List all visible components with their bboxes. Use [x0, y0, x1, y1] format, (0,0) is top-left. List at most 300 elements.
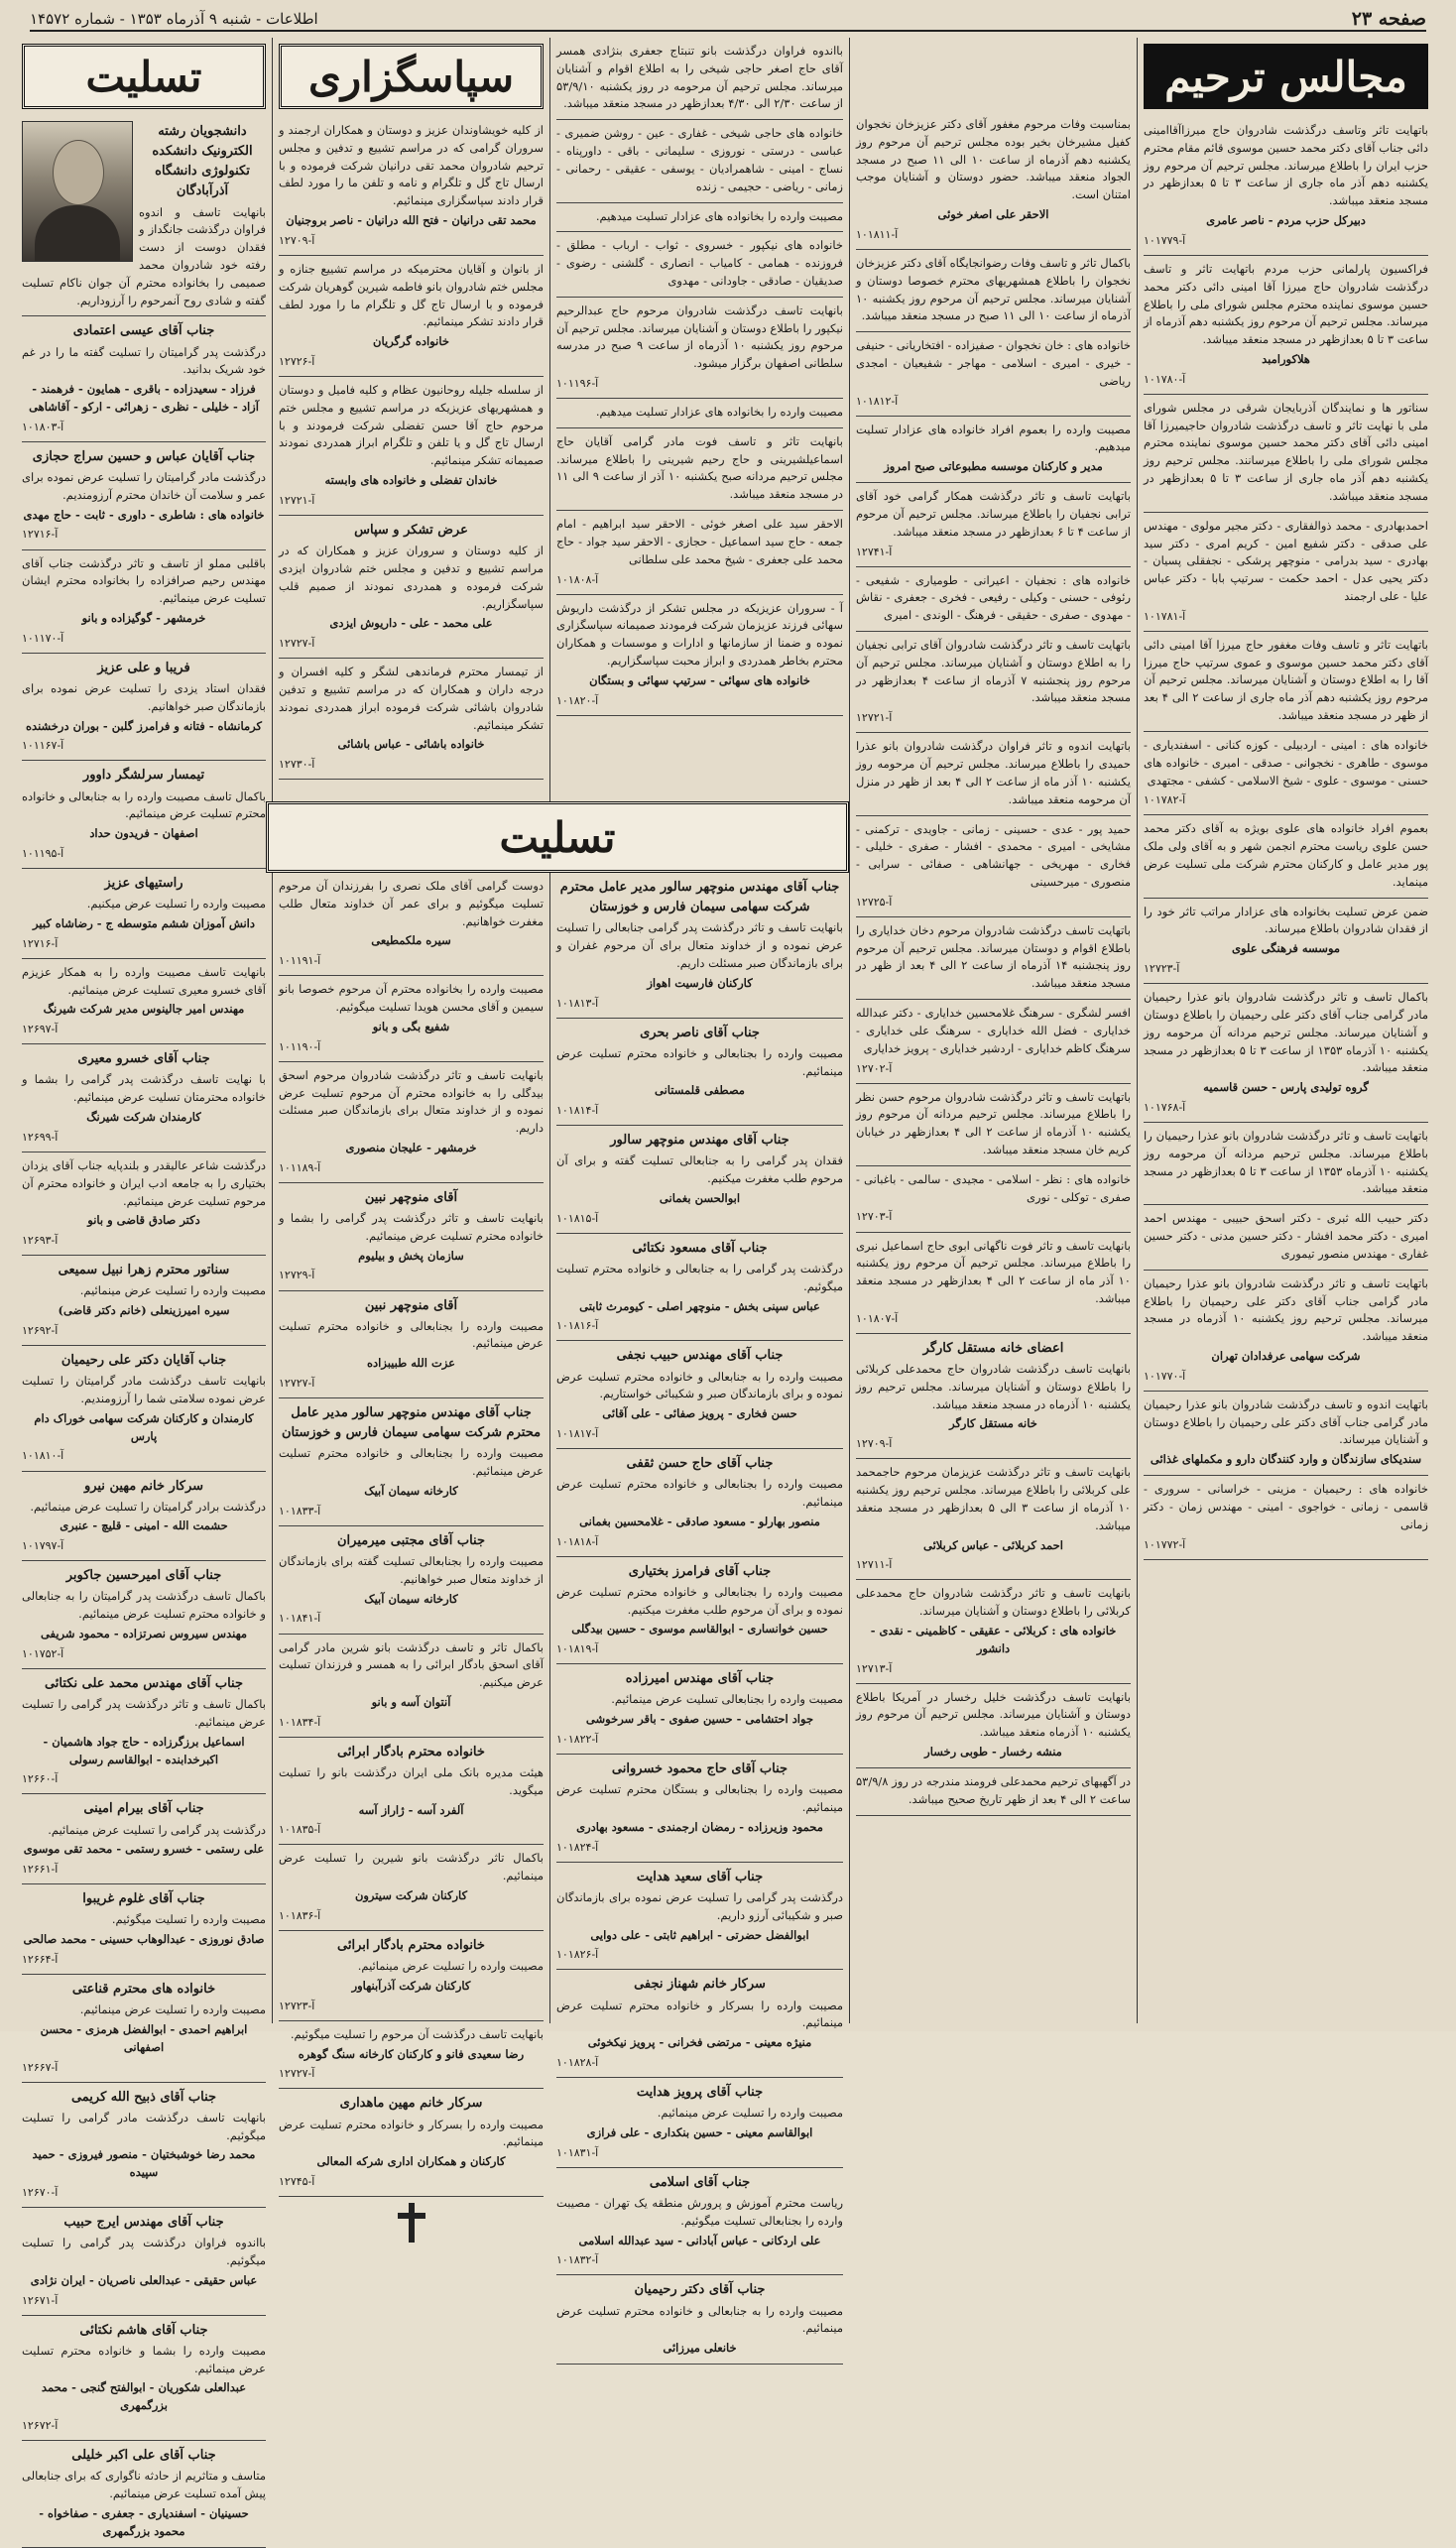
- notice-body: بااندوه فراوان درگذشت پدر گرامی را تسلیت میگوئیم.: [22, 2236, 266, 2268]
- notice-code: آ-۱۰۱۸۳۳: [279, 1504, 321, 1517]
- notice: [1144, 513, 1428, 632]
- notice-code: آ-۱۰۱۸۰۸: [556, 572, 599, 586]
- notice-title: جناب آقای ذبیح الله کریمی: [70, 2089, 217, 2105]
- notice-body: بانهایت تاسف درگذشت آن مرحوم را تسلیت میگوئیم.: [290, 2026, 544, 2041]
- notice-body: باتهایت تاسف درگذشت شادروان مرحوم دخان خدایاری را باطلاع اقوام و دوستان میرساند. مجلس ترحیم آن مرحوم روز پنجشنبه ۱۴ آذرماه از ساعت ۲ الی ۴ بعد از ظهر در مسجد منعقد میباشد.: [856, 922, 1131, 991]
- notice-signature: خانواده باشائی - عباس باشائی: [337, 737, 485, 752]
- notice-code: آ-۱۰۱۸۱۵: [556, 1211, 599, 1225]
- notice-signature: منشه رخسار - طوبی رخسار: [924, 1745, 1062, 1759]
- notice: [279, 1635, 544, 1738]
- notice-code: آ-۱۲۷۱۱: [856, 1558, 893, 1572]
- notice: [279, 1845, 544, 1930]
- notice-body: خانواده های : خان نخجوان - صفیزاده - افتخاریانی - حنیفی - خیری - امیری - اسلامی - مهاجر - شفیعیان - امجدی ریاضی: [856, 338, 1131, 388]
- notice-title: جناب آقای اسلامی: [649, 2174, 751, 2190]
- notice-code: آ-۱۰۱۱۹۶: [556, 377, 599, 390]
- notice: [22, 2441, 266, 2547]
- notice-code: آ-۱۲۶۹۷: [22, 1023, 59, 1036]
- notice-body: مصیبت وارده را به جنابعالی و خانواده محترم تسلیت عرض مینمائیم.: [556, 2303, 843, 2336]
- notice: [856, 1768, 1131, 1816]
- notice: [556, 399, 843, 428]
- notice-code: آ-۱۲۷۴۱: [856, 545, 893, 558]
- notice-code: آ-۱۲۶۷۲: [22, 2419, 59, 2433]
- notice-signature: جواد احتشامی - حسین صفوی - باقر سرخوشی: [585, 1712, 814, 1727]
- notice-body: مصیبت وارده را بجنابعالی و بستگان محترم تسلیت عرض مینمائیم.: [556, 1782, 843, 1815]
- notice-code: آ-۱۲۷۲۳: [1144, 962, 1180, 976]
- notice-title: راستیهای عزیز: [104, 876, 183, 892]
- notice-title: جناب آقای عیسی اعتمادی: [72, 323, 215, 339]
- banner-tasliat-wide: تسلیت: [266, 801, 849, 873]
- notice: [1144, 984, 1428, 1123]
- notice-body: بانهایت تاسف درگذشت مادر گرامیتان را تسلیت عرض نموده سلامتی شما را آرزومندیم.: [22, 1374, 266, 1406]
- notice: [556, 1341, 843, 1449]
- notice: [279, 1291, 544, 1399]
- banner-majales: مجالس ترحیم: [1144, 44, 1428, 109]
- notice: [22, 2083, 266, 2208]
- notice-body: باکمال تاسف درگذشت پدر گرامیتان را به جنابعالی و خانواده محترم تسلیت عرض مینمائیم.: [22, 1589, 266, 1622]
- notice-code: آ-۱۰۱۸۱۶: [556, 1319, 599, 1333]
- notice-code: آ-۱۲۶۷۱: [22, 2293, 59, 2307]
- notice-body: مصیبت وارده را بشما و خانواده محترم تسلیت عرض مینمائیم.: [22, 2343, 266, 2375]
- notice-body: ضمن عرض تسلیت بخانواده های عزادار مراتب تاثر خود را از فقدان شادروان باطلاع میرساند.: [1144, 904, 1428, 936]
- notice: [22, 2316, 266, 2441]
- notice-signature: کارکنان فارسیت اهواز: [647, 975, 753, 990]
- banner-tasliat: تسلیت: [22, 44, 266, 109]
- notice: [22, 1794, 266, 1884]
- notice-body: دکتر حبیب الله ثبری - دکتر اسحق حبیبی - مهندس احمد امیری - دکتر محمد افشار - دکتر حسین مدنی - دکتر حسین غفاری - مهندس منصور تیموری: [1144, 1211, 1428, 1261]
- notice-signature: کارخانه سیمان آبیک: [364, 1484, 458, 1499]
- notice-signature: خرمشهر - گوگیزاده و بانو: [81, 610, 206, 625]
- notice-title: جناب آقای امیرحسین جاکوبر: [65, 1568, 222, 1584]
- notice-title: جناب آقای غلوم غریبوا: [82, 1891, 205, 1907]
- portrait-photo: [22, 121, 133, 262]
- notice: [556, 873, 843, 1019]
- notice-title: خانواده محترم بادگار ابرائی: [337, 1937, 485, 1953]
- notice-code: آ-۱۲۷۱۶: [22, 936, 59, 950]
- notice-signature: سازمان پخش و بیلیوم: [358, 1248, 464, 1263]
- notice-body: بانهایت تاسف و اندوه فراوان درگذشت جانگداز و فقدان دوست از دست رفته خود شادروان محمد صمیمی را بخانواده محترم آن جوان ناکام تسلیت گفته و شادی روح آنمرحوم را آرزوداریم.: [22, 204, 266, 307]
- notice-code: آ-۱۰۱۷۷۲: [1144, 1537, 1186, 1551]
- notice-title: جناب آقای مهندس محمد علی نکتائی: [44, 1675, 244, 1691]
- notice: [1144, 117, 1428, 256]
- notice: [1144, 1205, 1428, 1270]
- notice: [279, 256, 544, 377]
- notice-body: بانهایت تاسف درگذشت شادروان مرحوم حاج عبدالرحیم نیکپور را باطلاع دوستان و آشنایان میرساند. مجلس ترحیم آن مرحوم روز یکشنبه ۱۰ آذرماه از ساعت ۹ صبح در مدرسه سلطانی اصفهان برگزار میشود.: [556, 303, 844, 371]
- notice-body: مصیبت وارده را تسلیت میگوئیم.: [111, 1912, 266, 1927]
- notice-code: آ-۱۲۷۲۵: [856, 895, 893, 909]
- notice-code: آ-۱۲۷۲۱: [856, 711, 893, 725]
- notice-signature: کارخانه سیمان آبیک: [364, 1591, 458, 1606]
- notice-code: آ-۱۲۷۳۰: [279, 758, 315, 772]
- notice: [556, 1664, 843, 1755]
- column-3-notices: [556, 38, 843, 716]
- notice: [1144, 1123, 1428, 1205]
- notice-signature: حسینیان - اسفندیاری - جعفری - صفاخواه - محمود بزرگمهری: [39, 2505, 249, 2538]
- notice-body: باکمال تاثر درگذشت بانو شیرین را تسلیت عرض مینمائیم.: [279, 1851, 544, 1883]
- notice: [856, 917, 1131, 1000]
- notice-body: باتهایت تاثر وتاسف درگذشت شادروان حاج میرزاآقاامینی دائی جناب آقای دکتر محمد حسین موسوی قائم مقام محترم حزب ایران را باطلاع میرساند. مجلس ترحیم آن مرحوم روز یکشنبه دهم آذر ماه جاری از ساعت ۳ تا ۵ بعدازظهر در مسجد منعقد میباشد.: [1144, 123, 1428, 208]
- notice: [1144, 1476, 1428, 1559]
- notice-signature: علی رستمی - خسرو رستمی - محمد تقی موسوی: [23, 1842, 265, 1857]
- notice-body: درگذشت پدر گرامی را به جنابعالی و خانواده محترم تسلیت میگوئیم.: [556, 1261, 843, 1293]
- notice-title: جناب آقای ناصر بحری: [640, 1025, 760, 1040]
- notice-body: باکمال تاثر و تاسف وفات رضوانجایگاه آقای دکتر عزیزخان نخجوان را باطلاع همشهریهای محترم خصوصا دوستان و آشنایان میرساند. مجلس ترحیم آن مرحوم روز یکشنبه ۱۰ آذرماه از ساعت ۱۰ الی ۱۱ صبح در مسجد منعقد میباشد.: [856, 255, 1131, 323]
- notice-code: آ-۱۰۱۱۸۹: [279, 1160, 321, 1174]
- notice: [1144, 899, 1428, 984]
- notice-signature: عباس حقیقی - عبدالعلی ناصریان - ایران نژادی: [30, 2272, 258, 2287]
- notice-title: آقای منوچهر نبین: [364, 1297, 458, 1313]
- notice: [22, 1975, 266, 2083]
- notice-body: باتهایت تاسف و تاثر درگذشت شادروان آقای ترابی نجفیان را به اطلاع دوستان و آشنایان میرساند. مجلس ترحیم آن مرحوم روز پنجشنبه ۷ آذرماه از ساعت ۴ بعدازظهر در مسجد منعقد میباشد.: [856, 638, 1131, 705]
- notice-code: آ-۱۰۱۸۰۷: [856, 1311, 899, 1325]
- notice-code: آ-۱۲۶۹۹: [22, 1130, 59, 1144]
- notice-code: آ-۱۲۷۰۳: [856, 1210, 893, 1224]
- notice-body: بانهایت تاسف و تاثر درگذشت پدر گرامی جنابعالی را تسلیت عرض نموده و از خداوند متعال برای آن مرحوم غفران و برای بازماندگان صبر مسئلت داریم.: [556, 920, 843, 970]
- notice-title: عرض تشکر و سپاس: [354, 522, 468, 538]
- notice-title: جناب آقای علی اکبر خلیلی: [71, 2448, 216, 2464]
- notice-signature: دکتر صادق قاضی و بانو: [87, 1213, 200, 1228]
- notice: [856, 111, 1131, 250]
- notice: [556, 120, 843, 202]
- notice: [279, 2021, 544, 2090]
- notice: [279, 2089, 544, 2197]
- notice-body: با نهایت تاسف درگذشت پدر گرامی را بشما و خانواده محترمتان تسلیت عرض مینمائیم.: [22, 1072, 266, 1105]
- notice: [856, 483, 1131, 566]
- notice-signature: هلاکورامبد: [1262, 351, 1310, 366]
- notice-body: باتهایت تاسف و تاثر درگذشت همکار گرامی خود آقای ترابی نجفیان را باطلاع میرساند. مجلس ترحیم آن مرحوم از ساعت ۴ تا ۶ بعدازظهر در مسجد منعقد میباشد.: [856, 489, 1131, 539]
- notice: [856, 332, 1131, 416]
- notice-signature: آلفرد آسه - ژاراز آسه: [358, 1802, 464, 1817]
- notice-body: در آگهیهای ترحیم محمدعلی فرومند مندرجه در روز ۵۳/۹/۸ ساعت ۲ الی ۴ بعد از ظهر تاریخ صحیح میباشد.: [856, 1773, 1131, 1806]
- notice-signature: علی محمد - علی - داریوش ایزدی: [329, 616, 493, 631]
- notice-code: آ-۱۰۱۸۲۶: [556, 1948, 599, 1962]
- page-number: صفحه ۲۳: [1351, 8, 1426, 30]
- notice: [556, 1449, 843, 1557]
- notice-signature: گروه تولیدی پارس - حسن قاسمیه: [1203, 1080, 1369, 1095]
- notice-signature: رضا سعیدی فانو و کارکنان کارخانه سنگ گوهره: [298, 2046, 525, 2061]
- notice-body: از کلیه خویشاوندان عزیز و دوستان و همکاران ارجمند و سروران گرامی که در مراسم تشییع و تدفین و مجلس ترحیم شادروان محمد تقی درانیان شرکت فرموده و با ارسال تاج گل و تلگرام و نامه و تلفن ما را مورد لطف قرار دادند سپاسگزاری مینمائیم.: [279, 123, 544, 208]
- notice-body: مصیبت وارده را بخانواده های عزادار تسلیت میدهیم.: [595, 405, 843, 420]
- column-4-tasliat-notices: [279, 873, 544, 2197]
- notice: [22, 959, 266, 1044]
- notice-code: آ-۱۲۶۹۳: [22, 1234, 59, 1248]
- notice-body: درگذشت شاعر عالیقدر و بلندپایه جناب آقای یزدان بختیاری را به جامعه ادب ایران و خانواده محترم آن مرحوم تسلیت عرض مینمائیم.: [22, 1157, 266, 1208]
- notice-code: آ-۱۰۱۷۸۱: [1144, 609, 1186, 623]
- column-1: [1137, 38, 1434, 2023]
- column-5-notices: [22, 117, 266, 2548]
- notice-body: بانهایت تاسف و تاثر درگذشت عزیزمان مرحوم حاجمحمد علی کربلائی را باطلاع میرساند. مجلس ترحیم روز یکشنبه ۱۰ آذرماه از ساعت ۳ الی ۵ بعدازظهر در مسجد منعقد میباشد.: [856, 1465, 1131, 1532]
- notice: [556, 1970, 843, 2078]
- notice-signature: علی اردکانی - عباس آبادانی - سید عبدالله اسلامی: [578, 2233, 821, 2247]
- notice-body: الاحقر سید علی اصغر خوئی - الاحقر سید ابراهیم - امام جمعه - حاج سید اسماعیل - حجازی - الاحقر سید جواد - حاج محمد علی جعفری - شیخ محمد علی سلطانی: [556, 517, 843, 566]
- notice: [556, 1126, 843, 1234]
- notice: [279, 1183, 544, 1291]
- notice-code: آ-۱۰۱۷۸۲: [1144, 793, 1186, 807]
- notice-signature: خانواده های سهائی - سرتیپ سهائی و بستگان: [589, 672, 810, 687]
- notice-body: بانهایت تاسف درگذشت مادر گرامی را تسلیت میگوئیم.: [22, 2110, 266, 2142]
- notice: [279, 516, 544, 659]
- notice: [856, 1334, 1131, 1459]
- notice: [279, 1526, 544, 1635]
- notice-body: مصیبت وارده را بجنابعالی و خانواده محترم تسلیت عرض مینمائیم.: [279, 1446, 544, 1479]
- notice-code: آ-۱۰۱۸۲۴: [556, 1840, 599, 1854]
- notice-code: آ-۱۰۱۸۲۲: [556, 1733, 599, 1747]
- notice-signature: کارکنان شرکت آذرآبنهاور: [351, 1978, 471, 1993]
- notice-code: آ-۱۰۱۱۶۷: [22, 739, 64, 753]
- notice-body: مصیبت وارده را تسلیت عرض مینمائیم.: [79, 2002, 266, 2017]
- notice-code: آ-۱۲۷۲۶: [279, 354, 315, 368]
- notice-code: آ-۱۲۶۷۰: [22, 2186, 59, 2200]
- notice-body: بانهایت تاسف و تاثر درگذشت پدر گرامی را بشما و خانواده محترم تسلیت عرض مینمائیم.: [279, 1211, 544, 1243]
- notice-signature: آنتوان آسه و بانو: [371, 1694, 451, 1709]
- notice: [556, 1234, 843, 1342]
- notice-title: اعضای خانه مستقل کارگر: [922, 1340, 1064, 1356]
- notice-body: مصیبت وارده را تسلیت عرض مینمائیم.: [357, 1959, 544, 1974]
- notice: [22, 1472, 266, 1562]
- notice-body: از تیمسار محترم فرماندهی لشگر و کلیه افسران و درجه داران و همکاران که در مراسم تشییع و تدفین شادروان باشائی شرکت فرموده ابراز همدردی نمودند تشکر مینمائیم.: [279, 665, 544, 732]
- notice-body: مصیبت وارده را بجنابعالی و خانواده محترم تسلیت عرض مینمائیم.: [279, 1318, 544, 1351]
- notice-title: جناب آقای مهندس منوچهر سالور: [610, 1133, 789, 1149]
- notice-code: آ-۱۲۶۶۴: [22, 1952, 59, 1966]
- notice-signature: ابراهیم احمدی - ابوالفضل هرمزی - محسن اصفهانی: [40, 2021, 248, 2054]
- notice-signature: احمد کربلائی - عباس کربلائی: [923, 1537, 1063, 1552]
- notice-body: بانهایت تاثر و تاسف فوت مادر گرامی آقایان حاج اسماعیلشیرینی و حاج رحیم شیرینی را باطلاع میرساند. مجلس ترحیم مردانه صبح یکشنبه ۱۰ آذر از ساعت ۹ الی ۱۱ در مسجد منعقد میباشد.: [556, 433, 843, 502]
- notice-body: مصیبت وارده را بخانواده های عزادار تسلیت میدهیم.: [595, 208, 843, 223]
- notice-body: بعموم افراد خانواده های علوی بویژه به آقای دکتر محمد حسن علوی ریاست محترم انجمن شهر و به آقای ولی ملک پور مدیر عامل و کارکنان محترم شرکت ملی تسلیت عرض مینماید.: [1144, 821, 1428, 889]
- column-5: [16, 38, 272, 2538]
- notice-body: مصیبت وارده را تسلیت عرض میکنیم.: [86, 897, 266, 911]
- notice-code: آ-۱۰۱۸۲۸: [556, 2055, 599, 2069]
- notice-signature: کرمانشاه - فتانه و فرامرز گلبن - بوران درخشنده: [26, 718, 262, 733]
- notice-code: آ-۱۰۱۸۱۸: [556, 1534, 599, 1548]
- notice-signature: عبدالعلی شکوریان - ابوالفتح گنجی - محمد بزرگمهری: [41, 2380, 247, 2413]
- notice-code: آ-۱۰۱۸۲۰: [556, 693, 599, 707]
- column-4-notices: [279, 117, 544, 780]
- notice: [556, 38, 843, 120]
- notice-title: سناتور محترم زهرا نبیل سمیعی: [58, 1263, 230, 1278]
- notice-title: جناب آقای مهندس منوچهر سالور مدیر عامل محترم شرکت سهامی سیمان فارس و خوزستان: [559, 880, 840, 915]
- notice-body: از بانوان و آقایان محترمیکه در مراسم تشییع جنازه و مجلس ختم شادروان بانو فاطمه شیرین گوهریان شرکت فرموده و با ارسال تاج گل و تلگرام ما را مورد لطف قرار دادند تشکر مینمائیم.: [279, 261, 544, 329]
- notice-code: آ-۱۰۱۸۱۴: [556, 1104, 599, 1118]
- notice: [279, 976, 544, 1061]
- notice-title: سرکار خانم شهناز نجفی: [634, 1977, 766, 1993]
- notice: [22, 1153, 266, 1256]
- notice: [279, 873, 544, 976]
- notice: [856, 1166, 1131, 1233]
- notice-code: آ-۱۲۷۲۷: [279, 637, 315, 651]
- notice-code: آ-۱۰۱۷۷۰: [1144, 1369, 1186, 1383]
- issue-meta: اطلاعات - شنبه ۹ آذرماه ۱۳۵۳ - شماره ۱۴۵۷۲: [30, 10, 318, 28]
- notice-body: مصیبت وارده را بجنابعالی و خانواده محترم تسلیت عرض نموده و برای آن مرحوم طلب مغفرت میکنیم.: [556, 1584, 843, 1617]
- notice-body: از کلیه دوستان و سروران عزیز و همکاران که در مراسم تشییع و تدفین و مجلس ختم شادروان ایزدی شرکت فرموده و همدردی نمودند از صمیم قلب سپاسگزاریم.: [279, 544, 544, 611]
- notice-signature: کارکنان شرکت سیترون: [354, 1888, 468, 1903]
- notice-code: آ-۱۲۶۶۷: [22, 2060, 59, 2074]
- notice-code: آ-۱۰۱۸۳۶: [279, 1908, 321, 1922]
- notice-body: خانواده های : رحیمیان - مزینی - خراسانی - سروری - قاسمی - زمانی - خواجوی - امینی - مهندس زمان - دکتر زمانی: [1144, 1482, 1428, 1531]
- page-header: [30, 8, 1426, 32]
- notice-body: مصیبت وارده را بجنابعالی تسلیت گفته برای بازماندگان از خداوند متعال صبر خواهانیم.: [279, 1554, 544, 1586]
- notice-body: باکمال تاسف مصیبت وارده را به جنابعالی و خانواده محترم تسلیت عرض مینمائیم.: [22, 789, 266, 821]
- notice-signature: شرکت سهامی عرفدادان تهران: [1211, 1348, 1361, 1363]
- notice-signature: ابوالقاسم معینی - حسین بنکداری - علی فرازی: [586, 2124, 813, 2139]
- notice-title: جناب آقای دکتر رحیمیان: [634, 2282, 766, 2298]
- notice-body: خانواده های حاجی شیخی - غفاری - عین - روشن ضمیری - عباسی - درستی - نوروزی - سلیمانی - باقی - داورپناه - نساج - امینی - شاهمرادیان - یوسفی - عقیقی - رحمانی - زمانی - ریاضی - حجیمی - زنده: [556, 126, 843, 193]
- notice-signature: محمد رضا خوشبختیان - منصور فیروزی - حمید سپیده: [32, 2147, 256, 2180]
- notice: [1144, 732, 1428, 815]
- notice-code: آ-۱۰۱۸۱۳: [556, 996, 599, 1010]
- notice-signature: خانعلی میرزائی: [663, 2341, 737, 2356]
- notice-signature: اصفهان - فریدون حداد: [89, 826, 198, 841]
- notice-body: باتهایت تاسف و تاثر درگذشت شادروان بانو عذرا رحیمیان را باطلاع میرساند. مجلس ترحیم مردانه آن مرحومه روز یکشنبه ۱۰ آذرماه ۱۳۵۳ از ساعت ۳ تا ۵ بعدازظهر در مسجد منعقد میباشد.: [1144, 1129, 1429, 1196]
- notice-signature: فرزاد - سعیدزاده - باقری - همایون - فرهمند - آزاد - خلیلی - نظری - زهرائی - ارکو - آقاشاهی: [29, 382, 259, 415]
- notice-body: احمدبهادری - محمد ذوالفقاری - دکتر مجیر مولوی - مهندس علی صدقی - دکتر شفیع امین - کریم امری - دکتر سید بهادری - سید بدرامی - منوچهر پرشکی - نجفقلی پسیان - دکتر یحیی عدل - احمد حکمت - سرتیپ بابا - دکتر عباس علیا - علی ارجمند: [1144, 518, 1428, 603]
- notice-body: خانواده های : امینی - اردبیلی - کوزه کنانی - اسفندیاری - موسوی - طاهری - نخجوانی - صدقی - امیری - خانواده های حسنی - موسوی - علوی - شیخ الاسلامی - کشفی - مجتهدی: [1144, 737, 1428, 788]
- notice-code: آ-۱۲۷۲۹: [279, 1269, 315, 1282]
- notice: [279, 377, 544, 516]
- notice: [22, 869, 266, 959]
- notice-body: افسر لشگری - سرهنگ غلامحسین خدایاری - دکتر عبدالله خدایاری - فضل الله خدایاری - سرهنگ علی خدایاری - سرهنگ کاظم خدایاری - اردشیر خدایاری - پرویز خدایاری: [856, 1006, 1131, 1055]
- notice-signature: ابوالفضل حضرتی - ابراهیم ثابتی - علی دوایی: [590, 1927, 809, 1942]
- notice: [1144, 395, 1428, 513]
- notice-title: جناب آقای پرویز هدایت: [636, 2085, 764, 2101]
- notice-body: بمناسبت وفات مرحوم مغفور آقای دکتر عزیزخان نخجوان کفیل مشیرخان بخیر بوده مجلس ترحیم آن مرحوم روز یکشنبه دهم آذرماه از ساعت ۱۰ الی ۱۱ صبح در مسجد الجواد منعقد میباشد. حضور دوستان و آشنایان موجب امتنان است.: [856, 117, 1131, 202]
- notice-code: آ-۱۰۱۸۱۲: [856, 394, 899, 408]
- notice-body: بانهایت تاسف و تاثر درگذشت شادروان مرحوم اسحق بیدگلی را به خانواده محترم آن مرحوم تسلیت عرض نموده و از خداوند متعال برای بازماندگان صبر مسئلت داریم.: [279, 1067, 544, 1136]
- notice: [22, 1256, 266, 1346]
- notice-body: خانواده های : نظر - اسلامی - مجیدی - سالمی - باغبانی - صفری - توکلی - نوری: [856, 1171, 1131, 1204]
- notice-code: آ-۱۰۱۱۹۱: [279, 954, 321, 968]
- notice-body: فقدان پدر گرامی را به جنابعالی تسلیت گفته و برای آن مرحوم طلب مغفرت میکنیم.: [556, 1153, 843, 1186]
- notice: [22, 550, 266, 654]
- notice-signature: خانواده های : کربلائی - عقیقی - کاظمینی - نقدی - دانشور: [870, 1623, 1117, 1655]
- notice-body: مصیبت وارده را بجنابعالی و خانواده محترم تسلیت عرض مینمائیم.: [556, 1477, 843, 1510]
- notice-title: جناب آقای هاشم نکتائی: [79, 2322, 208, 2338]
- notice-signature: حشمت الله - امینی - قلیچ - عنبری: [60, 1518, 228, 1533]
- notice-title: جناب آقای حاج حسن ثقفی: [626, 1456, 774, 1472]
- notice-code: آ-۱۰۱۷۵۲: [22, 1646, 64, 1660]
- notice-signature: حسن فخاری - پرویز صفائی - علی آقائی: [602, 1406, 797, 1421]
- notice: [556, 298, 843, 399]
- notice-code: آ-۱۲۷۱۶: [22, 528, 59, 542]
- notice-body: بانهایت تاسف و تاثر درگذشت شادروان حاج محمدعلی کربلائی را باطلاع دوستان و آشنایان میرساند.: [856, 1586, 1131, 1619]
- notice-signature: خانواده های : شاطری - داوری - ثابت - حاج مهدی: [23, 507, 265, 522]
- notice-code: آ-۱۰۱۸۱۷: [556, 1427, 599, 1441]
- notice: [1144, 256, 1428, 395]
- notice-signature: مدیر و کارکنان موسسه مطبوعاتی صبح امروز: [884, 459, 1103, 474]
- notice-signature: سیره امیرزینعلی (خانم دکتر قاضی): [58, 1303, 230, 1318]
- notice-body: مصیبت وارده را به جنابعالی و خانواده محترم تسلیت عرض نموده و برای بازماندگان صبر و شکیبائی خواستاریم.: [556, 1369, 843, 1401]
- notice: [556, 232, 843, 297]
- notice: [856, 417, 1131, 483]
- notice-code: آ-۱۰۱۸۴۱: [279, 1612, 321, 1626]
- notice: [22, 654, 266, 762]
- notice-code: آ-۱۰۱۸۱۹: [556, 1642, 599, 1656]
- notice: [1144, 632, 1428, 732]
- notice: [22, 1346, 266, 1471]
- notice-signature: مهندس سیروس نصرتزاده - محمود شریفی: [40, 1627, 248, 1641]
- notice-signature: حسین خوانساری - ابوالقاسم موسوی - حسین بیدگلی: [571, 1622, 828, 1637]
- notice-code: آ-۱۰۱۱۹۰: [279, 1039, 321, 1053]
- notice-title: خانواده محترم بادگار ابرائی: [337, 1744, 485, 1759]
- notice-title: جناب آقای مهندس منوچهر سالور مدیر عامل محترم شرکت سهامی سیمان فارس و خوزستان: [281, 1405, 542, 1441]
- notice-code: آ-۱۰۱۸۳۱: [556, 2145, 599, 2159]
- notice: [22, 2208, 266, 2316]
- notice-signature: کارمندان و کارکنان شرکت سهامی خوراک دام پارس: [34, 1410, 254, 1443]
- notice-body: باتهایت تاسف و تاثر درگذشت شادروان مرحوم حسن نظر را باطلاع میرساند. مجلس ترحیم مردانه آن مرحوم روز یکشنبه ۱۰ آذرماه از ساعت ۲ الی ۴ بعدازظهر در خیابان کریم خان مسجد منعقد میباشد.: [856, 1089, 1131, 1157]
- notice-body: مصیبت وارده را بجنابعالی و خانواده محترم تسلیت عرض مینمائیم.: [556, 1045, 843, 1078]
- notice-body: دوست گرامی آقای ملک نصری را بفرزندان آن مرحوم تسلیت میگوئیم و برای عمر آن خداوند متعال طلب مغفرت خواهانیم.: [279, 879, 544, 928]
- notice-body: مصیبت وارده را بخانواده محترم آن مرحوم خصوصا بانو سیمین و آقای محسن هویدا تسلیت میگوئیم.: [279, 982, 544, 1015]
- notice-title: جناب آقایان عباس و حسین سراج حجازی: [32, 448, 256, 464]
- notice: [279, 1398, 544, 1526]
- notice: [856, 1233, 1131, 1334]
- notice: [279, 1931, 544, 2021]
- notice-code: آ-۱۰۱۱۹۵: [22, 847, 64, 860]
- notice-code: آ-۱۰۱۸۰۳: [22, 420, 64, 433]
- notice-signature: اسماعیل برزگرزاده - حاج جواد هاشمیان - اکبرخدابنده - ابوالقاسم رسولی: [43, 1734, 245, 1766]
- notice-code: آ-۱۰۱۸۳۵: [279, 1823, 321, 1837]
- notice-body: باتهایت اندوه و تاثر فراوان درگذشت شادروان بانو عذرا حمیدی را باطلاع میرساند. مجلس ترحیم آن مرحومه روز یکشنبه ۱۰ آذر ماه از ساعت ۲ الی ۴ بعد از ظهر در منزل آن مرحومه منعقد میباشد.: [856, 739, 1131, 806]
- notice: [279, 117, 544, 256]
- notice: [556, 2168, 843, 2276]
- notice-body: مصیبت وارده را بسرکار و خانواده محترم تسلیت عرض مینمائیم.: [279, 2117, 544, 2149]
- notice-code: آ-۱۰۱۷۷۹: [1144, 233, 1186, 247]
- notice-body: متاسف و متاثریم از حادثه ناگواری که برای جنابعالی پیش آمده تسلیت عرض مینمائیم.: [22, 2469, 266, 2501]
- notice-signature: سیره ملکمطیعی: [371, 933, 451, 948]
- notice-signature: عزت الله طبیبزاده: [367, 1356, 455, 1371]
- notice: [856, 816, 1131, 917]
- cross-icon: [398, 2203, 425, 2243]
- notice-body: باتهایت تاثر و تاسف وفات مغفور حاج میرزا آقا امینی دائی آقای دکتر محمد حسین موسوی و عموی سرتیپ حاج میرزا آقا را به اطلاع دوستان و آشنایان میرساند. مجلس ترحیم آن مرحوم روز یکشنبه دهم آذر ماه جاری از ساعت ۲ الی ۴ بعد از ظهر در مسجد منعقد میباشد.: [1144, 637, 1428, 723]
- notice-signature: خاندان تفضلی و خانواده های وابسته: [324, 473, 498, 488]
- notice: [279, 1062, 544, 1183]
- notice-body: درگذشت پدر گرامیتان را تسلیت گفته ما را در غم خود شریک بدانید.: [22, 344, 266, 377]
- notice-body: مصیبت وارده را تسلیت عرض مینمائیم.: [79, 1283, 266, 1298]
- notice-code: آ-۱۰۱۱۷۰: [22, 631, 64, 645]
- notice: [556, 511, 843, 594]
- notice-body: مصیبت وارده را بعموم افراد خانواده های عزادار تسلیت میدهیم.: [856, 422, 1131, 454]
- notice-code: آ-۱۰۱۷۹۷: [22, 1539, 64, 1553]
- notice-code: آ-۱۲۷۴۵: [279, 2175, 315, 2188]
- notice-signature: محمد تقی درانیان - فتح الله درانیان - ناصر بروجنیان: [286, 213, 537, 228]
- notice: [856, 1459, 1131, 1580]
- notice-code: آ-۱۲۶۶۱: [22, 1863, 59, 1877]
- notice-code: آ-۱۲۷۲۷: [279, 2067, 315, 2081]
- notice: [279, 1738, 544, 1846]
- notice-title: جناب آقای سعید هدایت: [636, 1869, 764, 1884]
- notice: [556, 1557, 843, 1665]
- notice: [1144, 815, 1428, 898]
- notice-body: بااندوه فراوان درگذشت بانو تنبتاج جعفری بنژادی همسر آقای حاج اصغر حاجی شیخی را به اطلاع اقوام و آشنایان میرساند. مجلس ترحیم آن مرحومه در روز یکشنبه ۵۳/۹/۱۰ از ساعت ۲/۳۰ الی ۴/۳۰ بعدازظهر در مسجد منعقد میباشد.: [556, 44, 843, 111]
- notice-signature: ابوالحسن بغمانی: [659, 1190, 741, 1205]
- notice-code: آ-۱۲۷۰۹: [279, 233, 315, 247]
- notice-signature: دبیرکل حزب مردم - ناصر عامری: [1206, 213, 1366, 228]
- notice-title: آقای منوچهر نبین: [364, 1189, 458, 1205]
- notice-body: بانهایت تاسف درگذشت شادروان حاج محمدعلی کربلائی را باطلاع دوستان و آشنایان میرساند. مجلس ترحیم روز یکشنبه ۱۰ آذرماه در مسجد منعقد میباشد.: [856, 1361, 1131, 1411]
- notice-body: بانهایت تاسف و تاثر فوت ناگهانی ابوی حاج اسماعیل نبری را باطلاع میرساند. مجلس ترحیم آن مرحوم روز یکشنبه ۱۰ آذر ماه از ساعت ۲ الی ۴ بعدازظهر در مسجد منعقد میباشد.: [856, 1238, 1131, 1305]
- notice-body: مصیبت وارده را بسرکار و خانواده محترم تسلیت عرض مینمائیم.: [556, 1998, 843, 2030]
- notice-signature: مهندس امیر جالینوس مدیر شرکت شیرنگ: [43, 1002, 245, 1017]
- notice: [22, 1884, 266, 1975]
- notice-title: جناب آقای خسرو معیری: [77, 1051, 210, 1067]
- notice: [556, 1019, 843, 1127]
- notice: [856, 1684, 1131, 1768]
- notice: [856, 1084, 1131, 1166]
- notice-signature: عباس سپنی بخش - منوچهر اصلی - کیومرث ثابتی: [579, 1298, 820, 1313]
- notice-title: جناب آقای مهندس امیرزاده: [625, 1671, 775, 1687]
- notice-code: آ-۱۰۱۷۸۰: [1144, 372, 1186, 386]
- notice-title: جناب آقای حاج محمود خسروانی: [611, 1761, 789, 1777]
- notice-signature: خانواده گرگریان: [373, 334, 449, 349]
